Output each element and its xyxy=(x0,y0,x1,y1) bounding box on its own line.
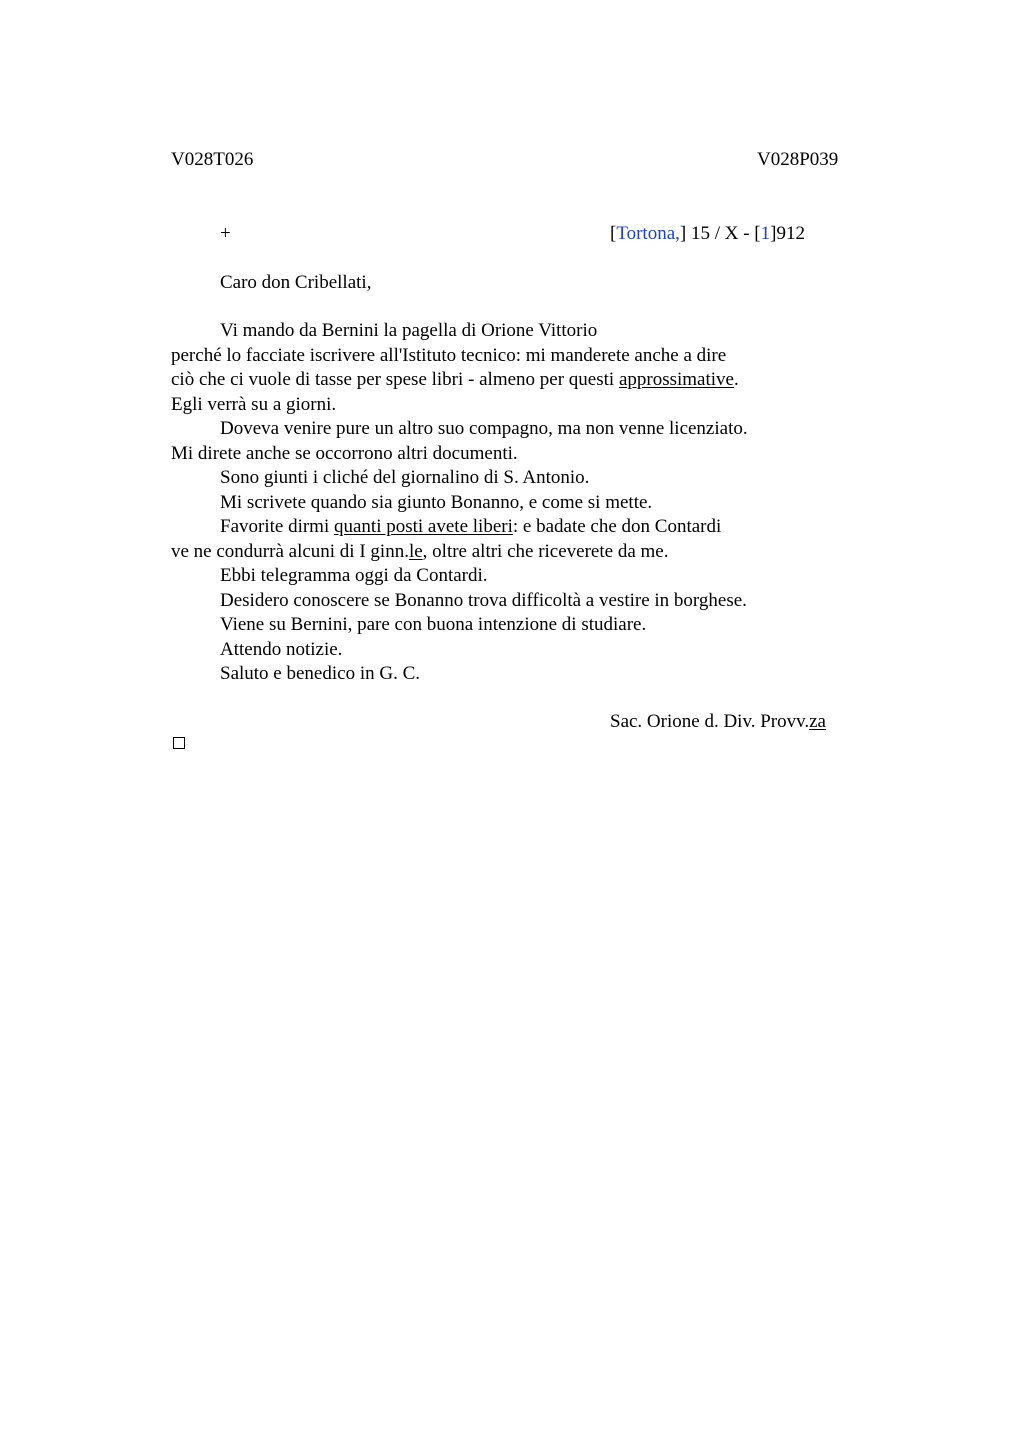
signature xyxy=(610,712,826,731)
body-text: , oltre altri che riceverete da me. xyxy=(422,541,669,562)
body-line: Egli verrà su a giorni. xyxy=(171,394,337,415)
body-line xyxy=(171,542,668,561)
body-text: . xyxy=(733,369,739,390)
date-place: Tortona, xyxy=(616,223,680,244)
signature-suffix: za xyxy=(809,711,826,732)
cross-symbol: + xyxy=(220,223,231,244)
empty-square-icon xyxy=(173,737,185,749)
body-line: Ebbi telegramma oggi da Contardi. xyxy=(220,565,488,586)
body-text: ve ne condurrà alcuni di I ginn. xyxy=(171,541,409,562)
salutation: Caro don Cribellati, xyxy=(220,272,372,293)
date-year: ]912 xyxy=(770,223,805,244)
body-line: Viene su Bernini, pare con buona intenzione di studiare. xyxy=(220,614,647,635)
body-line: Doveva venire pure un altro suo compagno, ma non venne licenziato. xyxy=(220,418,748,439)
underlined-text: le xyxy=(408,541,423,562)
body-line: Desidero conoscere se Bonanno trova difficoltà a vestire in borghese. xyxy=(220,590,747,611)
letter-date xyxy=(610,224,805,243)
date-century-digit: 1 xyxy=(760,223,771,244)
body-text: ciò che ci vuole di tasse per spese libri - almeno per questi xyxy=(171,369,619,390)
body-line xyxy=(220,517,721,536)
signature-text: Sac. Orione d. Div. Provv. xyxy=(610,711,810,732)
date-day-month: ] 15 / X - [ xyxy=(679,223,761,244)
body-line: Attendo notizie. xyxy=(220,639,343,660)
date-open-bracket: [ xyxy=(610,223,617,244)
body-text: : e badate che don Contardi xyxy=(512,516,722,537)
body-line: Vi mando da Bernini la pagella di Orione Vittorio xyxy=(220,320,598,341)
body-line: Saluto e benedico in G. C. xyxy=(220,663,420,684)
body-line: Sono giunti i cliché del giornalino di S. Antonio. xyxy=(220,467,590,488)
body-line: Mi direte anche se occorrono altri documenti. xyxy=(171,443,518,464)
underlined-text: quanti posti avete liberi xyxy=(333,516,513,537)
body-line: Mi scrivete quando sia giunto Bonanno, e come si mette. xyxy=(220,492,653,513)
body-text: Favorite dirmi xyxy=(220,516,334,537)
underlined-text: approssimative xyxy=(618,369,734,390)
doc-code-right: V028P039 xyxy=(757,149,839,170)
body-line: perché lo facciate iscrivere all'Istituto tecnico: mi manderete anche a dire xyxy=(171,345,727,366)
doc-code-left: V028T026 xyxy=(171,149,254,170)
body-line xyxy=(171,370,739,389)
